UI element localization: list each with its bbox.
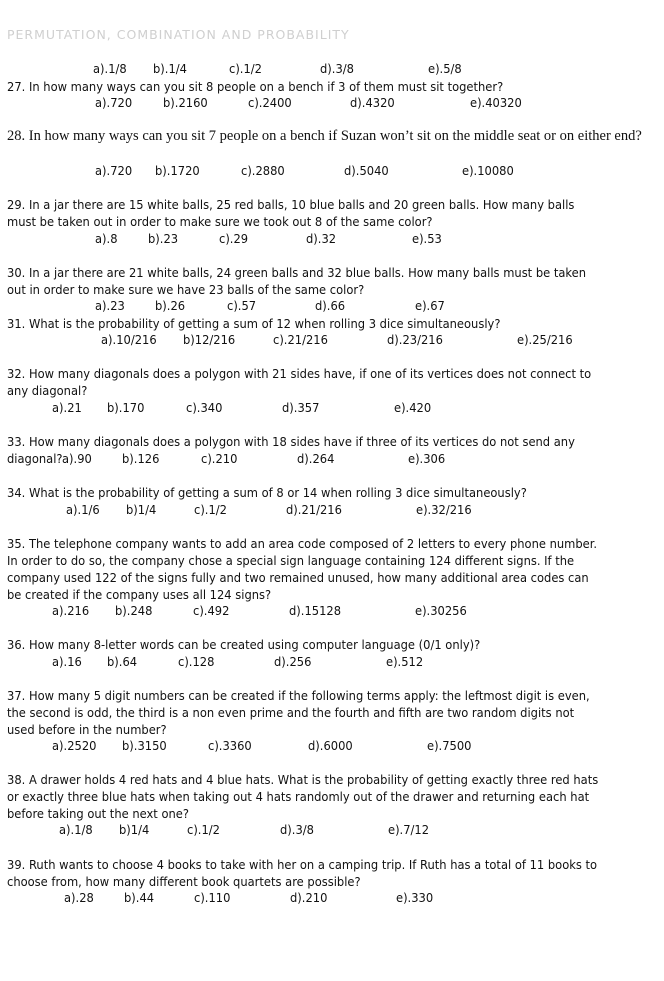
question-30-text: 30. In a jar there are 21 white balls, 24 green balls and 32 blue balls. How many balls must be taken out in order to make sure we have 23 balls of the same color? xyxy=(7,265,587,297)
option-e: e).32/216 xyxy=(416,502,472,517)
option-e: e).67 xyxy=(415,298,445,313)
option-e: e).330 xyxy=(396,890,434,905)
option-c: c).2400 xyxy=(248,95,292,110)
question-31-text: 31. What is the probability of getting a sum of 12 when rolling 3 dice simultaneously? xyxy=(7,316,501,331)
option-a: a).720 xyxy=(95,95,133,110)
question-39-text: 39. Ruth wants to choose 4 books to take with her on a camping trip. If Ruth has a total of 11 books to choose from, how many different book quartets are possible? xyxy=(7,857,598,889)
option-c: c).1/2 xyxy=(194,502,227,517)
question-28-options xyxy=(0,163,664,180)
option-b: b).64 xyxy=(107,654,138,669)
question-39-options xyxy=(0,890,664,907)
option-e: e).53 xyxy=(412,231,442,246)
option-b: b).26 xyxy=(155,298,186,313)
option-d: d).5040 xyxy=(344,163,389,178)
page-header: PERMUTATION, COMBINATION AND PROBABILITY xyxy=(7,27,350,42)
question-37-options xyxy=(0,738,664,755)
option-e: e).5/8 xyxy=(428,61,462,76)
option-c: c).3360 xyxy=(208,738,252,753)
option-d: d).256 xyxy=(274,654,312,669)
option-c: c).21/216 xyxy=(273,332,328,347)
option-b: b)1/4 xyxy=(126,502,157,517)
option-a: a).28 xyxy=(64,890,94,905)
option-d: d).357 xyxy=(282,400,320,415)
option-c: c).29 xyxy=(219,231,249,246)
option-b: b)12/216 xyxy=(183,332,236,347)
option-d: d).264 xyxy=(297,451,335,466)
option-e: e).10080 xyxy=(462,163,514,178)
question-27-options xyxy=(0,95,664,112)
option-c: c).492 xyxy=(193,603,230,618)
option-a: a).1/6 xyxy=(66,502,100,517)
option-d: d).3/8 xyxy=(320,61,354,76)
option-a: a).1/8 xyxy=(59,822,93,837)
option-b: b).248 xyxy=(115,603,153,618)
option-a: a).1/8 xyxy=(93,61,127,76)
option-b: b).23 xyxy=(148,231,179,246)
question-29-options xyxy=(0,231,664,248)
option-a: a).16 xyxy=(52,654,82,669)
option-e: e).25/216 xyxy=(517,332,573,347)
option-d: d).210 xyxy=(290,890,328,905)
option-a: a).10/216 xyxy=(101,332,157,347)
question-28-text: 28. In how many ways can you sit 7 people on a bench if Suzan won’t sit on the middle seat or on either end? xyxy=(7,128,642,144)
question-33-options xyxy=(0,451,664,468)
option-a: a).21 xyxy=(52,400,82,415)
question-35-text: 35. The telephone company wants to add an area code composed of 2 letters to every phone number. In order to do so, the company chose a special sign language containing 124 different signs. If the company used 122 of the signs fully and two remained unused, how many additional area codes can be created if the company uses all 124 signs? xyxy=(7,536,598,602)
option-d: d).23/216 xyxy=(387,332,443,347)
option-b: b).1720 xyxy=(155,163,200,178)
option-e: e).420 xyxy=(394,400,432,415)
question-34-options xyxy=(0,502,664,519)
option-c: c).2880 xyxy=(241,163,285,178)
option-b: b).44 xyxy=(124,890,155,905)
question-32-text: 32. How many diagonals does a polygon with 21 sides have, if one of its vertices does not connect to any diagonal? xyxy=(7,366,592,398)
option-e: e).40320 xyxy=(470,95,522,110)
question-35-options xyxy=(0,603,664,620)
option-d: d).21/216 xyxy=(286,502,342,517)
question-26-options xyxy=(0,61,664,78)
option-b: b).3150 xyxy=(122,738,167,753)
option-e: e).7/12 xyxy=(388,822,430,837)
option-a: a).90 xyxy=(62,451,92,466)
option-b: b).2160 xyxy=(163,95,208,110)
option-e: e).30256 xyxy=(415,603,467,618)
option-e: e).7500 xyxy=(427,738,472,753)
question-31-options xyxy=(0,332,664,349)
option-a: a).720 xyxy=(95,163,133,178)
option-d: d).15128 xyxy=(289,603,342,618)
option-c: c).340 xyxy=(186,400,223,415)
option-d: d).3/8 xyxy=(280,822,314,837)
question-34-text: 34. What is the probability of getting a sum of 8 or 14 when rolling 3 dice simultaneously? xyxy=(7,485,527,500)
question-38-text: 38. A drawer holds 4 red hats and 4 blue hats. What is the probability of getting exactly three red hats or exactly three blue hats when taking out 4 hats randomly out of the drawer and returning each hat before taking out the next one? xyxy=(7,772,599,821)
question-37-text: 37. How many 5 digit numbers can be created if the following terms apply: the leftmost digit is even, the second is odd, the third is a non even prime and the fourth and fifth are two random digits not used before in the number? xyxy=(7,688,590,737)
option-d: d).32 xyxy=(306,231,337,246)
option-a: a).23 xyxy=(95,298,125,313)
option-e: e).306 xyxy=(408,451,446,466)
option-b: b).1/4 xyxy=(153,61,187,76)
option-d: d).66 xyxy=(315,298,346,313)
option-c: c).1/2 xyxy=(229,61,262,76)
option-c: c).128 xyxy=(178,654,215,669)
question-38-options xyxy=(0,822,664,839)
option-a: a).216 xyxy=(52,603,90,618)
question-36-options xyxy=(0,654,664,671)
option-a: a).8 xyxy=(95,231,118,246)
question-33-text: 33. How many diagonals does a polygon with 18 sides have if three of its vertices do not send any diagonal? xyxy=(7,434,575,466)
option-c: c).210 xyxy=(201,451,238,466)
option-a: a).2520 xyxy=(52,738,97,753)
option-c: c).1/2 xyxy=(187,822,220,837)
option-e: e).512 xyxy=(386,654,424,669)
option-b: b)1/4 xyxy=(119,822,150,837)
option-c: c).57 xyxy=(227,298,257,313)
option-b: b).126 xyxy=(122,451,160,466)
option-d: d).6000 xyxy=(308,738,353,753)
question-32-options xyxy=(0,400,664,417)
option-d: d).4320 xyxy=(350,95,395,110)
question-27-text: 27. In how many ways can you sit 8 people on a bench if 3 of them must sit together? xyxy=(7,79,504,94)
option-b: b).170 xyxy=(107,400,145,415)
question-36-text: 36. How many 8-letter words can be created using computer language (0/1 only)? xyxy=(7,637,481,652)
option-c: c).110 xyxy=(194,890,231,905)
question-30-options xyxy=(0,298,664,315)
question-29-text: 29. In a jar there are 15 white balls, 25 red balls, 10 blue balls and 20 green balls. How many balls must be taken out in order to make sure we took out 8 of the same color? xyxy=(7,197,575,229)
